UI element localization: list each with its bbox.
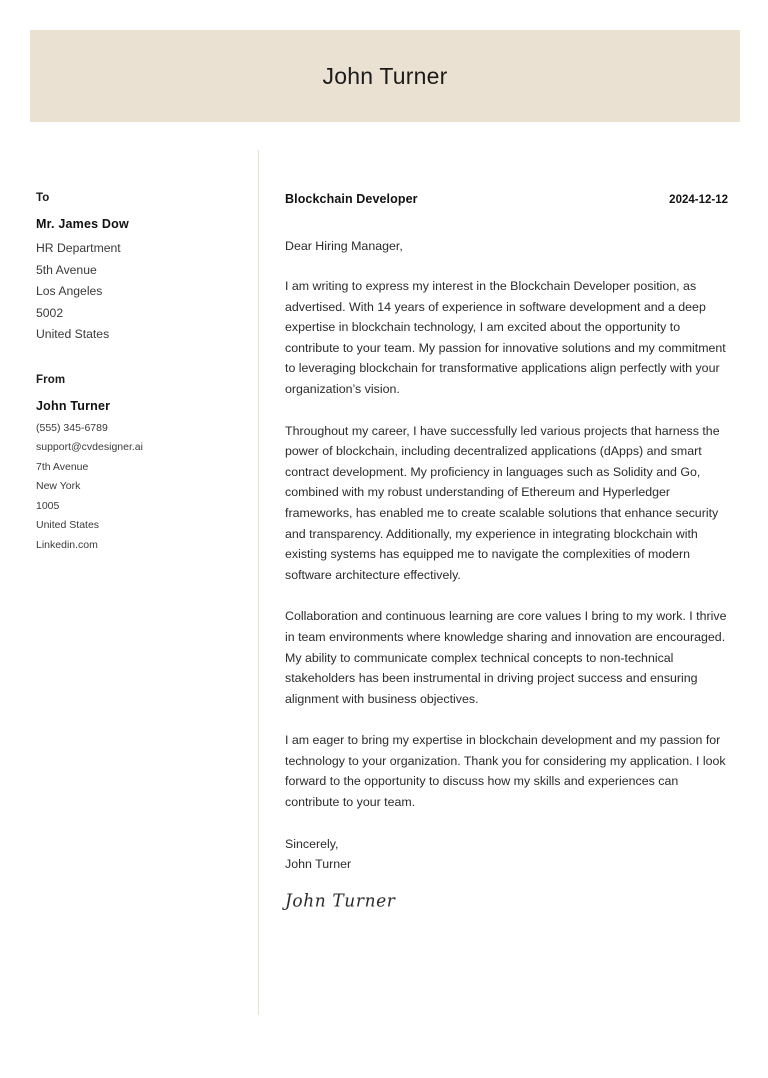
sidebar-contact-panel <box>36 192 241 555</box>
from-section-label: From <box>36 373 66 386</box>
body-paragraph: I am eager to bring my expertise in blockchain development and my passion for technology to your organization. Thank you for considering my application. I look forward to the opportunity to discuss how my skills and experiences can contribute to your team. <box>285 733 726 810</box>
sender-address-line: United States <box>36 519 100 531</box>
job-title: Blockchain Developer <box>285 192 418 206</box>
closing-block <box>285 834 728 875</box>
sender-address-line: 7th Avenue <box>36 460 89 473</box>
recipient-address-line: Los Angeles <box>36 284 103 298</box>
letter-date: 2024-12-12 <box>669 194 728 206</box>
signature-mark: John Turner <box>285 890 396 912</box>
recipient-address-line: 5002 <box>36 305 64 320</box>
recipient-address-line: HR Department <box>36 241 121 255</box>
from-section <box>36 374 241 556</box>
sender-linkedin[interactable]: Linkedin.com <box>36 538 98 551</box>
salutation: Dear Hiring Manager, <box>285 239 403 253</box>
sender-phone: (555) 345-6789 <box>36 421 108 434</box>
letter-body-panel <box>285 192 728 911</box>
body-paragraph: Collaboration and continuous learning are core values I bring to my work. I thrive in team environments where knowledge sharing and innovation are encouraged. My ability to communicate complex technical concepts to non-technical stakeholders has been instrumental in driving project success and ensuring alignment with business objectives. <box>285 609 727 706</box>
page-title: John Turner <box>322 62 448 89</box>
recipient-address-line: United States <box>36 327 110 341</box>
sender-name: John Turner <box>36 398 111 413</box>
to-section-label: To <box>36 192 50 204</box>
sender-address-line: 1005 <box>36 499 60 512</box>
closing-word: Sincerely, <box>285 836 339 851</box>
recipient-name: Mr. James Dow <box>36 217 129 231</box>
header-banner <box>30 30 740 122</box>
body-paragraph: I am writing to express my interest in the Blockchain Developer position, as advertised. With 14 years of experience in software development and a deep expertise in blockchain technology, I am excited about the opportunity to contribute to your team. My passion for innovative solutions and my commitment to leveraging blockchain for transformative applications align perfectly with your organization’s vision. <box>285 279 726 396</box>
sender-address-line: New York <box>36 480 81 492</box>
body-paragraph: Throughout my career, I have successfully led various projects that harness the power of blockchain, including decentralized applications (dApps) and smart contract development. My proficiency in languages such as Solidity and Go, combined with my robust understanding of Ethereum and Hyperledger frameworks, has enabled me to create scalable solutions that enhance security and transparency. Additionally, my experience in integrating blockchain with existing systems has equipped me to navigate the complexities of modern software architecture effectively. <box>285 423 720 582</box>
letter-header-row <box>285 192 728 206</box>
column-divider <box>258 150 259 1015</box>
closing-name: John Turner <box>285 857 352 872</box>
sender-email[interactable]: support@cvdesigner.ai <box>36 441 143 453</box>
recipient-address-line: 5th Avenue <box>36 262 97 277</box>
